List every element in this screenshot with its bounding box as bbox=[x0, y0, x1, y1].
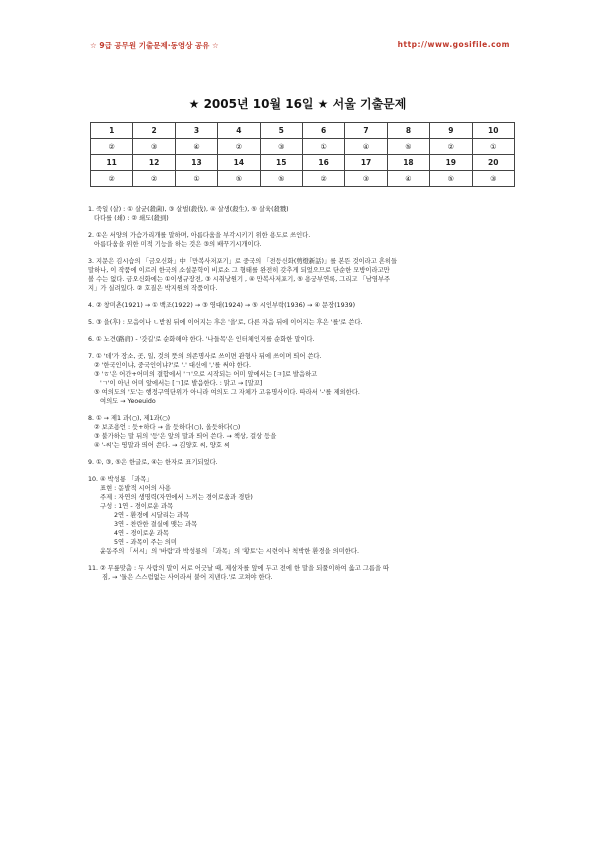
answer-cell: ① bbox=[472, 139, 514, 155]
header-url-link[interactable]: http://www.gosifile.com bbox=[397, 40, 510, 49]
explanation-line: ② '한국인이냐, 중국인이냐?'로 '.' 대신에 ','를 써야 한다. bbox=[88, 362, 251, 369]
explanation-item bbox=[88, 335, 518, 344]
explanation-line: ③ 'ㅎ'은 어간+어미의 결합에서 'ㄱ'으로 시작되는 어미 앞에서는 [ㅋ]로 발음하고 bbox=[88, 371, 318, 378]
explanation-item bbox=[88, 564, 518, 582]
explanation-item bbox=[88, 231, 518, 249]
explanation-line: 4연 - 경이로운 과목 bbox=[88, 530, 169, 537]
question-number-cell: 1 bbox=[91, 123, 133, 139]
explanations bbox=[88, 205, 518, 590]
explanation-line: ② 보조용언 : 듯+하다 → 을 듯하다(○), 올듯하다(○) bbox=[88, 424, 241, 431]
answer-row bbox=[91, 139, 515, 155]
answer-row bbox=[91, 171, 515, 187]
explanation-line: 11. ② 무릎맞춤 : 두 사람의 말이 서로 어긋날 때, 제삼자를 앞에 두고 전에 한 말을 되풀이하여 옳고 그름을 따 bbox=[88, 565, 390, 572]
question-number-cell: 5 bbox=[260, 123, 302, 139]
answer-cell: ④ bbox=[387, 171, 429, 187]
question-number-cell: 16 bbox=[302, 155, 344, 171]
explanation-item bbox=[88, 257, 518, 293]
header-left-text: ☆ 9급 공무원 기출문제·동영상 공유 ☆ bbox=[90, 41, 219, 50]
question-number-cell: 15 bbox=[260, 155, 302, 171]
explanation-line: 10. ④ 박성룡 「과목」 bbox=[88, 476, 153, 483]
answer-cell: ③ bbox=[472, 171, 514, 187]
answer-cell: ③ bbox=[345, 171, 387, 187]
explanation-line: ⑤ 여의도의 '도'는 행정구역단위가 아니라 여의도 그 자체가 고유명사이다. 따라서 '-'를 제외한다. bbox=[88, 389, 360, 396]
explanation-line: 말하나, 이 작품에 이르러 한국의 소설문학이 비로소 그 형태를 완전히 갖추게 되었으므로 단순한 모방이라고만 bbox=[88, 267, 390, 274]
explanation-line: 주제 : 자연의 생명력(자연에서 느끼는 경이로움과 경탄) bbox=[88, 494, 253, 501]
question-number-cell: 11 bbox=[91, 155, 133, 171]
explanation-line: 구성 : 1연 - 경이로운 과목 bbox=[88, 503, 174, 510]
question-number-row bbox=[91, 155, 515, 171]
answer-cell: ② bbox=[218, 139, 260, 155]
answer-cell: ② bbox=[302, 171, 344, 187]
question-number-cell: 3 bbox=[175, 123, 217, 139]
explanation-line: 'ㄱ'이 아닌 어미 앞에서는 [ㄱ]로 발음한다. : 맑고 → [말꼬] bbox=[88, 380, 263, 387]
answer-cell: ② bbox=[91, 139, 133, 155]
explanation-line: 표현 : 돋발적 시어의 사용 bbox=[88, 485, 171, 492]
explanation-item bbox=[88, 318, 518, 327]
question-number-cell: 8 bbox=[387, 123, 429, 139]
explanation-item bbox=[88, 414, 518, 450]
question-number-row bbox=[91, 123, 515, 139]
explanation-line: 8. ① → 제1 과(○), 제1과(○) bbox=[88, 415, 171, 422]
answer-cell: ⑤ bbox=[430, 171, 472, 187]
page-title: ★ 2005년 10월 16일 ★ 서울 기출문제 bbox=[188, 97, 407, 111]
question-number-cell: 13 bbox=[175, 155, 217, 171]
explanation-line: 7. ① '데'가 장소, 곳, 일, 것의 뜻의 의존명사로 쓰이면 관형사 뒤에 쓰이며 띄어 쓴다. bbox=[88, 353, 322, 360]
answer-cell: ② bbox=[430, 139, 472, 155]
answer-cell: ④ bbox=[345, 139, 387, 155]
explanation-line: ③ 불가하는 말 뒤의 '등'은 앞의 말과 띄어 쓴다. → 책상, 걸상 등을 bbox=[88, 433, 277, 440]
question-number-cell: 12 bbox=[133, 155, 175, 171]
question-number-cell: 18 bbox=[387, 155, 429, 171]
explanation-line: 1. 죽일 (살) : ① 살균(殺菌), ③ 살벌(殺伐), ④ 살생(殺生), ⑤ 살육(殺戮) bbox=[88, 206, 289, 213]
question-number-cell: 4 bbox=[218, 123, 260, 139]
explanation-item bbox=[88, 352, 518, 406]
explanation-line: 5. ③ 을(후) : 모음이나 ㄴ받침 뒤에 이어지는 후은 '을'로, 다른 자음 뒤에 이어지는 후은 '를'로 쓴다. bbox=[88, 319, 363, 326]
answer-cell: ⑤ bbox=[260, 171, 302, 187]
answer-cell: ⑤ bbox=[218, 171, 260, 187]
question-number-cell: 17 bbox=[345, 155, 387, 171]
question-number-cell: 10 bbox=[472, 123, 514, 139]
explanation-item bbox=[88, 458, 518, 467]
explanation-line: ④ '-씨'는 띵말과 띄어 쓴다. → 김양호 씨, 양호 씨 bbox=[88, 442, 231, 449]
question-number-cell: 9 bbox=[430, 123, 472, 139]
explanation-line: 4. ② 창미촌(1921) → ① 백조(1922) → ③ 영대(1924) → ⑤ 시인부락(1936) → ④ 문장(1939) bbox=[88, 302, 356, 309]
question-number-cell: 7 bbox=[345, 123, 387, 139]
question-number-cell: 19 bbox=[430, 155, 472, 171]
explanation-line: 볼 수는 없다. 금오신화에는 ①이생규장전, ③ 시취낭원기 , ④ 만복사저포기, ⑤ 용궁부연록, 그리고 「남염부주 bbox=[88, 276, 391, 283]
explanation-line: 2연 - 환경에 시달리는 과목 bbox=[88, 512, 190, 519]
answer-table bbox=[90, 122, 515, 187]
page-header bbox=[0, 40, 595, 54]
explanation-line: 5연 - 과목이 주는 의미 bbox=[88, 539, 177, 546]
explanation-item bbox=[88, 301, 518, 310]
answer-cell: ③ bbox=[133, 139, 175, 155]
question-number-cell: 14 bbox=[218, 155, 260, 171]
answer-cell: ⑤ bbox=[387, 139, 429, 155]
explanation-line: 윤동주의 「서시」의 '바람'과 박성룡의 「과목」의 '황토'는 시련이나 척박한 환경을 의미한다. bbox=[88, 548, 359, 555]
explanation-line: 지」가 실려있다. ② 호질은 박지원의 작품이다. bbox=[88, 285, 218, 292]
question-number-cell: 20 bbox=[472, 155, 514, 171]
question-number-cell: 2 bbox=[133, 123, 175, 139]
answer-cell: ① bbox=[175, 171, 217, 187]
answer-cell: ② bbox=[91, 171, 133, 187]
answer-cell: ③ bbox=[260, 139, 302, 155]
explanation-line: 3연 - 찬란한 결실에 맺는 과목 bbox=[88, 521, 198, 528]
explanation-line: 아름다움을 위한 미적 기능을 하는 것은 ③의 배꾸기시개이다. bbox=[88, 241, 262, 248]
explanation-item bbox=[88, 475, 518, 556]
explanation-line: 9. ①, ③, ⑤은 한글로, ④는 한자로 표기되었다. bbox=[88, 459, 218, 466]
answer-cell: ② bbox=[133, 171, 175, 187]
explanation-line: 3. 지문은 김시습의 「금오신화」中「만복사저포기」로 중국의 「전등신화(剪燈新話)」를 본뜬 것이라고 흔히들 bbox=[88, 258, 398, 265]
explanation-line: 다다를 (쇄) : ② 쇄도(殺到) bbox=[88, 215, 169, 222]
explanation-line: 짐, → '둘은 스스럼없는 사이라서 붙어 지낸다.'로 고쳐야 한다. bbox=[88, 574, 273, 581]
answer-cell: ④ bbox=[175, 139, 217, 155]
explanation-item bbox=[88, 205, 518, 223]
explanation-line: 2. ①은 서양의 가슴가리개를 말하며, 아름다움을 부각시키기 위한 용도로 쓰인다. bbox=[88, 232, 311, 239]
explanation-line: 여의도 → Yeoeuido bbox=[88, 398, 156, 405]
answer-cell: ① bbox=[302, 139, 344, 155]
question-number-cell: 6 bbox=[302, 123, 344, 139]
explanation-line: 6. ① 노견(路肩) - '갓길'로 순화해야 한다. '나들목'은 인터체인지를 순화한 말이다. bbox=[88, 336, 315, 343]
